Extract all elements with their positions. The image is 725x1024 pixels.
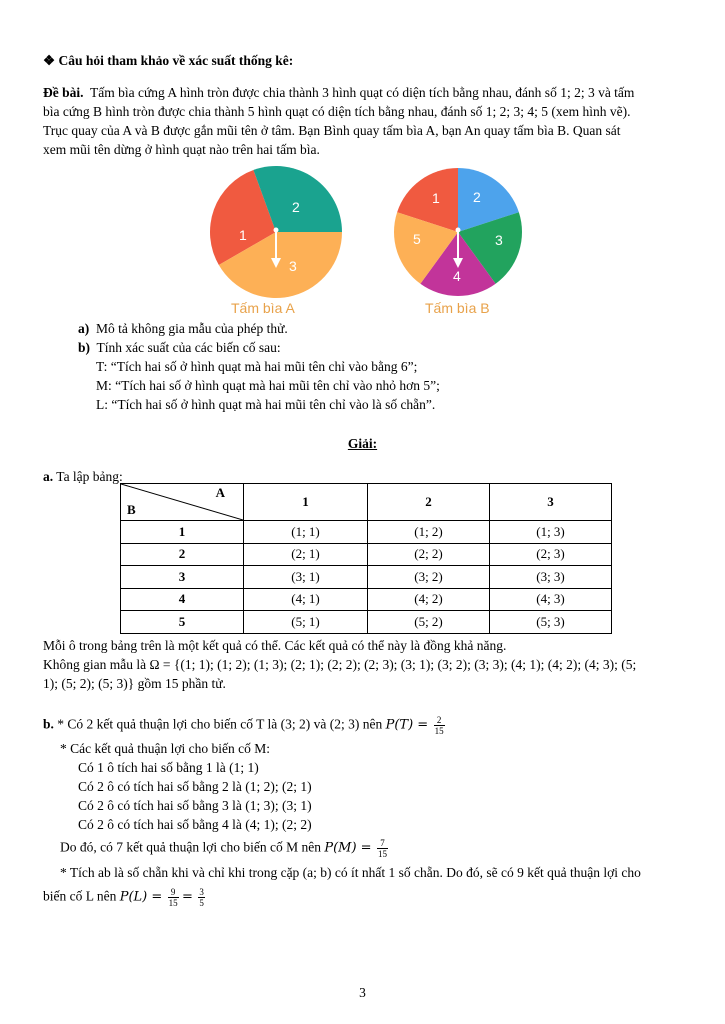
sample-space-table [120,483,612,634]
problem-label: Đề bài. [43,85,84,100]
table-cell: (2; 1) [244,543,368,566]
prob-m-den: 15 [377,849,387,859]
corner-label-b: B [127,502,136,517]
after-table-line-1: Mỗi ô trong bảng trên là một kết quả có thể. Các kết quả có thể này là đồng khả năng. [43,638,507,653]
problem-line-2: bìa cứng B hình tròn được chia thành 5 hình quạt có diện tích bằng nhau, đánh số 1; 2; 3; 4; 5 (xem hình vẽ). [43,104,631,119]
table-row [121,521,612,544]
problem-text-1: Tấm bìa cứng A hình tròn được chia thành 3 hình quạt có diện tích bằng nhau, đánh số 1; 2; 3 và tấm [90,85,635,100]
disk-a-pivot [274,228,279,233]
prob-l-num-2: 3 [199,887,204,897]
table-col-header: 3 [490,484,612,521]
table-cell: (5; 2) [368,611,490,634]
disk-b-label-5: 5 [413,231,421,247]
solution-b-text: * Có 2 kết quả thuận lợi cho biến cố T là (3; 2) và (2; 3) nên [57,716,383,732]
question-b [78,339,281,356]
table-col-header: 1 [244,484,368,521]
table-row-header: 2 [121,543,244,566]
prob-t-den: 15 [434,726,444,736]
event-t: T: “Tích hai số ở hình quạt mà hai mũi tên chỉ vào bằng 6”; [96,359,418,374]
table-cell: (4; 3) [490,588,612,611]
disk-b-pivot [456,228,461,233]
m-item: Có 2 ô có tích hai số bằng 2 là (1; 2); (2; 1) [78,779,312,794]
l-line-2-text: biến cố L nên [43,888,117,904]
event-l: L: “Tích hai số ở hình quạt mà hai mũi tên chỉ vào là số chẵn”. [96,397,436,412]
table-cell: (2; 3) [490,543,612,566]
event-m: M: “Tích hai số ở hình quạt mà hai mũi tên chỉ vào nhỏ hơn 5”; [96,378,440,393]
problem-line-3: Trục quay của A và B được gắn mũi tên ở tâm. Bạn Bình quay tấm bìa A, bạn An quay tấm bìa B. Quan sát [43,123,621,138]
prob-t-num: 2 [434,715,445,726]
question-a-label: a) [78,321,90,336]
prob-l-lhs: P(L) = [119,889,163,905]
disk-b-label-2: 2 [473,189,481,205]
m-item: Có 1 ô tích hai số bằng 1 là (1; 1) [78,760,259,775]
table-cell: (3; 3) [490,566,612,589]
table-cell: (4; 1) [244,588,368,611]
disk-b-label-3: 3 [495,232,503,248]
table-row-header: 5 [121,611,244,634]
table-cell: (5; 1) [244,611,368,634]
table-header-row [121,484,612,521]
page-number: 3 [359,985,366,1000]
solution-a-text: Ta lập bảng: [56,469,123,484]
prob-m-fraction [377,838,388,859]
solution-b-line-t [43,715,445,736]
disk-b-label-4: 4 [453,268,461,284]
table-cell: (3; 1) [244,566,368,589]
table-row [121,566,612,589]
table-row [121,588,612,611]
solution-b-label: b. [43,716,54,732]
problem-line-4: xem mũi tên dừng ở hình quạt nào trên hai tấm bìa. [43,142,320,157]
disk-b [394,168,522,296]
l-line-1: * Tích ab là số chẵn khi và chỉ khi trong cặp (a; b) có ít nhất 1 số chẵn. Do đó, sẽ có 9 kết quả thuận lợi cho [60,865,641,880]
disk-a-label-2: 2 [292,199,300,215]
prob-t-lhs: P(T) = [385,717,429,733]
table-cell: (4; 2) [368,588,490,611]
table-row-header: 1 [121,521,244,544]
table-row-header: 3 [121,566,244,589]
table-corner-cell [121,484,244,521]
m-conclusion-text: Do đó, có 7 kết quả thuận lợi cho biến cố M nên [60,839,321,855]
problem-line-1 [43,84,634,101]
after-table-line-3: 1); (5; 2); (5; 3)} gồm 15 phần tử. [43,676,226,691]
prob-l-fraction-1 [168,887,179,908]
l-line-2 [43,887,205,908]
table-cell: (3; 2) [368,566,490,589]
prob-l-den-1: 15 [168,898,178,908]
table-cell: (1; 3) [490,521,612,544]
disk-a-label-3: 3 [289,258,297,274]
prob-t-fraction [434,715,445,736]
section-heading: ❖ Câu hỏi tham khảo về xác suất thống kê: [43,53,294,68]
m-conclusion [60,838,388,859]
table-cell: (2; 2) [368,543,490,566]
prob-l-fraction-2 [198,887,205,908]
question-a [78,320,288,337]
table-cell: (5; 3) [490,611,612,634]
question-a-text: Mô tả không gia mẫu của phép thử. [96,321,288,336]
table-row [121,543,612,566]
m-item: Có 2 ô có tích hai số bằng 4 là (4; 1); (2; 2) [78,817,312,832]
prob-l-num-1: 9 [168,887,179,898]
prob-l-equals: = [182,889,193,905]
m-item: Có 2 ô có tích hai số bằng 3 là (1; 3); (3; 1) [78,798,312,813]
disk-a-caption: Tấm bìa A [231,300,295,316]
spinner-figure [200,160,540,320]
after-table-line-2: Không gian mẫu là Ω = {(1; 1); (1; 2); (1; 3); (2; 1); (2; 2); (2; 3); (3; 1); (3; 2); (3; 3); (4; 1); (4; 2); (4; 3); (5; [43,657,637,672]
question-b-text: Tính xác suất của các biến cố sau: [96,340,281,355]
solution-title-text: Giải: [347,436,378,451]
question-b-label: b) [78,340,91,355]
m-intro: * Các kết quả thuận lợi cho biến cố M: [60,741,270,756]
solution-a-label: a. [43,469,54,484]
table-row-header: 4 [121,588,244,611]
prob-m-num: 7 [377,838,388,849]
disk-a [210,166,342,298]
table-cell: (1; 2) [368,521,490,544]
table-cell: (1; 1) [244,521,368,544]
solution-a-intro [43,468,123,485]
prob-l-den-2: 5 [199,898,204,908]
solution-title [0,435,725,452]
table-row [121,611,612,634]
disk-a-label-1: 1 [239,227,247,243]
table-col-header: 2 [368,484,490,521]
disk-b-caption: Tấm bìa B [425,300,490,316]
corner-label-a: A [215,485,225,500]
disk-b-label-1: 1 [432,190,440,206]
prob-m-lhs: P(M) = [324,840,372,856]
